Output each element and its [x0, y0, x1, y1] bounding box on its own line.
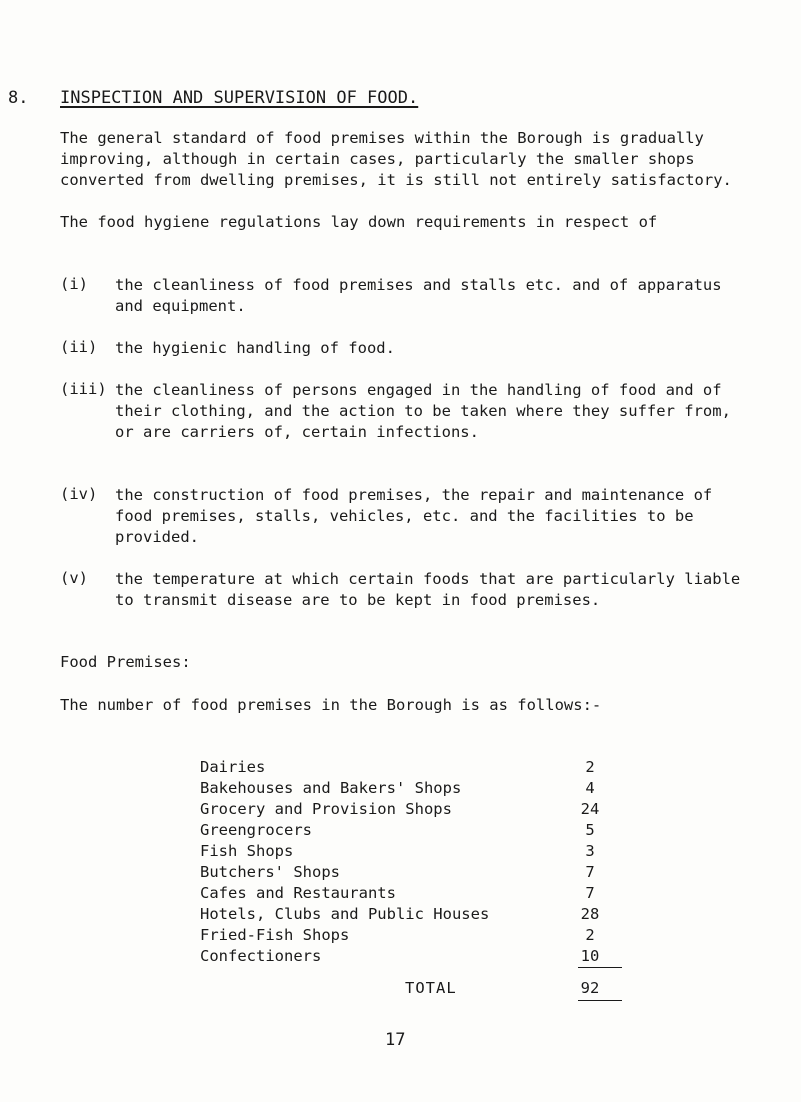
requirement-num: (v): [60, 569, 88, 587]
premises-row-name: Hotels, Clubs and Public Houses: [200, 905, 490, 923]
premises-row-count: 7: [585, 863, 595, 881]
premises-row-count: 28: [580, 905, 600, 923]
premises-row-name: Fish Shops: [200, 842, 294, 860]
premises-row-count: 2: [585, 926, 595, 944]
premises-row-name: Confectioners: [200, 947, 322, 965]
total-rule: [578, 1000, 622, 1001]
premises-row-count: 5: [585, 821, 595, 839]
premises-row-count: 3: [585, 842, 595, 860]
premises-row-count: 7: [585, 884, 595, 902]
premises-row-name: Greengrocers: [200, 821, 312, 839]
intro-paragraph: The general standard of food premises within the Borough is gradually improving, although in certain cases, particularly the smaller shops converted from dwelling premises, it is still not entirely satisfactory.: [60, 129, 732, 189]
requirement-num: (iv): [60, 485, 98, 503]
premises-row-count: 10: [580, 947, 600, 965]
section-heading: INSPECTION AND SUPERVISION OF FOOD.: [60, 88, 419, 108]
premises-row-name: Bakehouses and Bakers' Shops: [200, 779, 462, 797]
requirement-num: (i): [60, 275, 88, 293]
requirement-text: the cleanliness of food premises and stalls etc. and of apparatus and equipment.: [115, 276, 722, 315]
requirement-text: the temperature at which certain foods that are particularly liable to transmit disease are to be kept in food premises.: [115, 570, 741, 609]
premises-row-name: Butchers' Shops: [200, 863, 340, 881]
section-number: 8.: [8, 88, 29, 108]
requirement-text: the hygienic handling of food.: [115, 339, 395, 357]
premises-row-count: 24: [580, 800, 600, 818]
number-paragraph: The number of food premises in the Borough is as follows:-: [60, 696, 602, 714]
requirement-text: the construction of food premises, the repair and maintenance of food premises, stalls, vehicles, etc. and the facilities to be provided.: [115, 486, 713, 546]
page-number: 17: [385, 1030, 406, 1050]
premises-row-count: 4: [585, 779, 595, 797]
regulations-paragraph: The food hygiene regulations lay down requirements in respect of: [60, 213, 658, 231]
requirement-num: (ii): [60, 338, 98, 356]
premises-row-name: Fried-Fish Shops: [200, 926, 350, 944]
requirement-num: (iii): [60, 380, 107, 398]
premises-row-name: Dairies: [200, 758, 266, 776]
premises-row-name: Cafes and Restaurants: [200, 884, 396, 902]
premises-row-count: 2: [585, 758, 595, 776]
requirement-text: the cleanliness of persons engaged in the handling of food and of their clothing, and the action to be taken where they suffer from, or are carriers of, certain infections.: [115, 381, 731, 441]
total-label: TOTAL: [405, 979, 457, 997]
food-premises-label: Food Premises:: [60, 653, 191, 671]
total-count: 92: [580, 979, 600, 997]
subtotal-rule: [578, 967, 622, 968]
premises-row-name: Grocery and Provision Shops: [200, 800, 452, 818]
